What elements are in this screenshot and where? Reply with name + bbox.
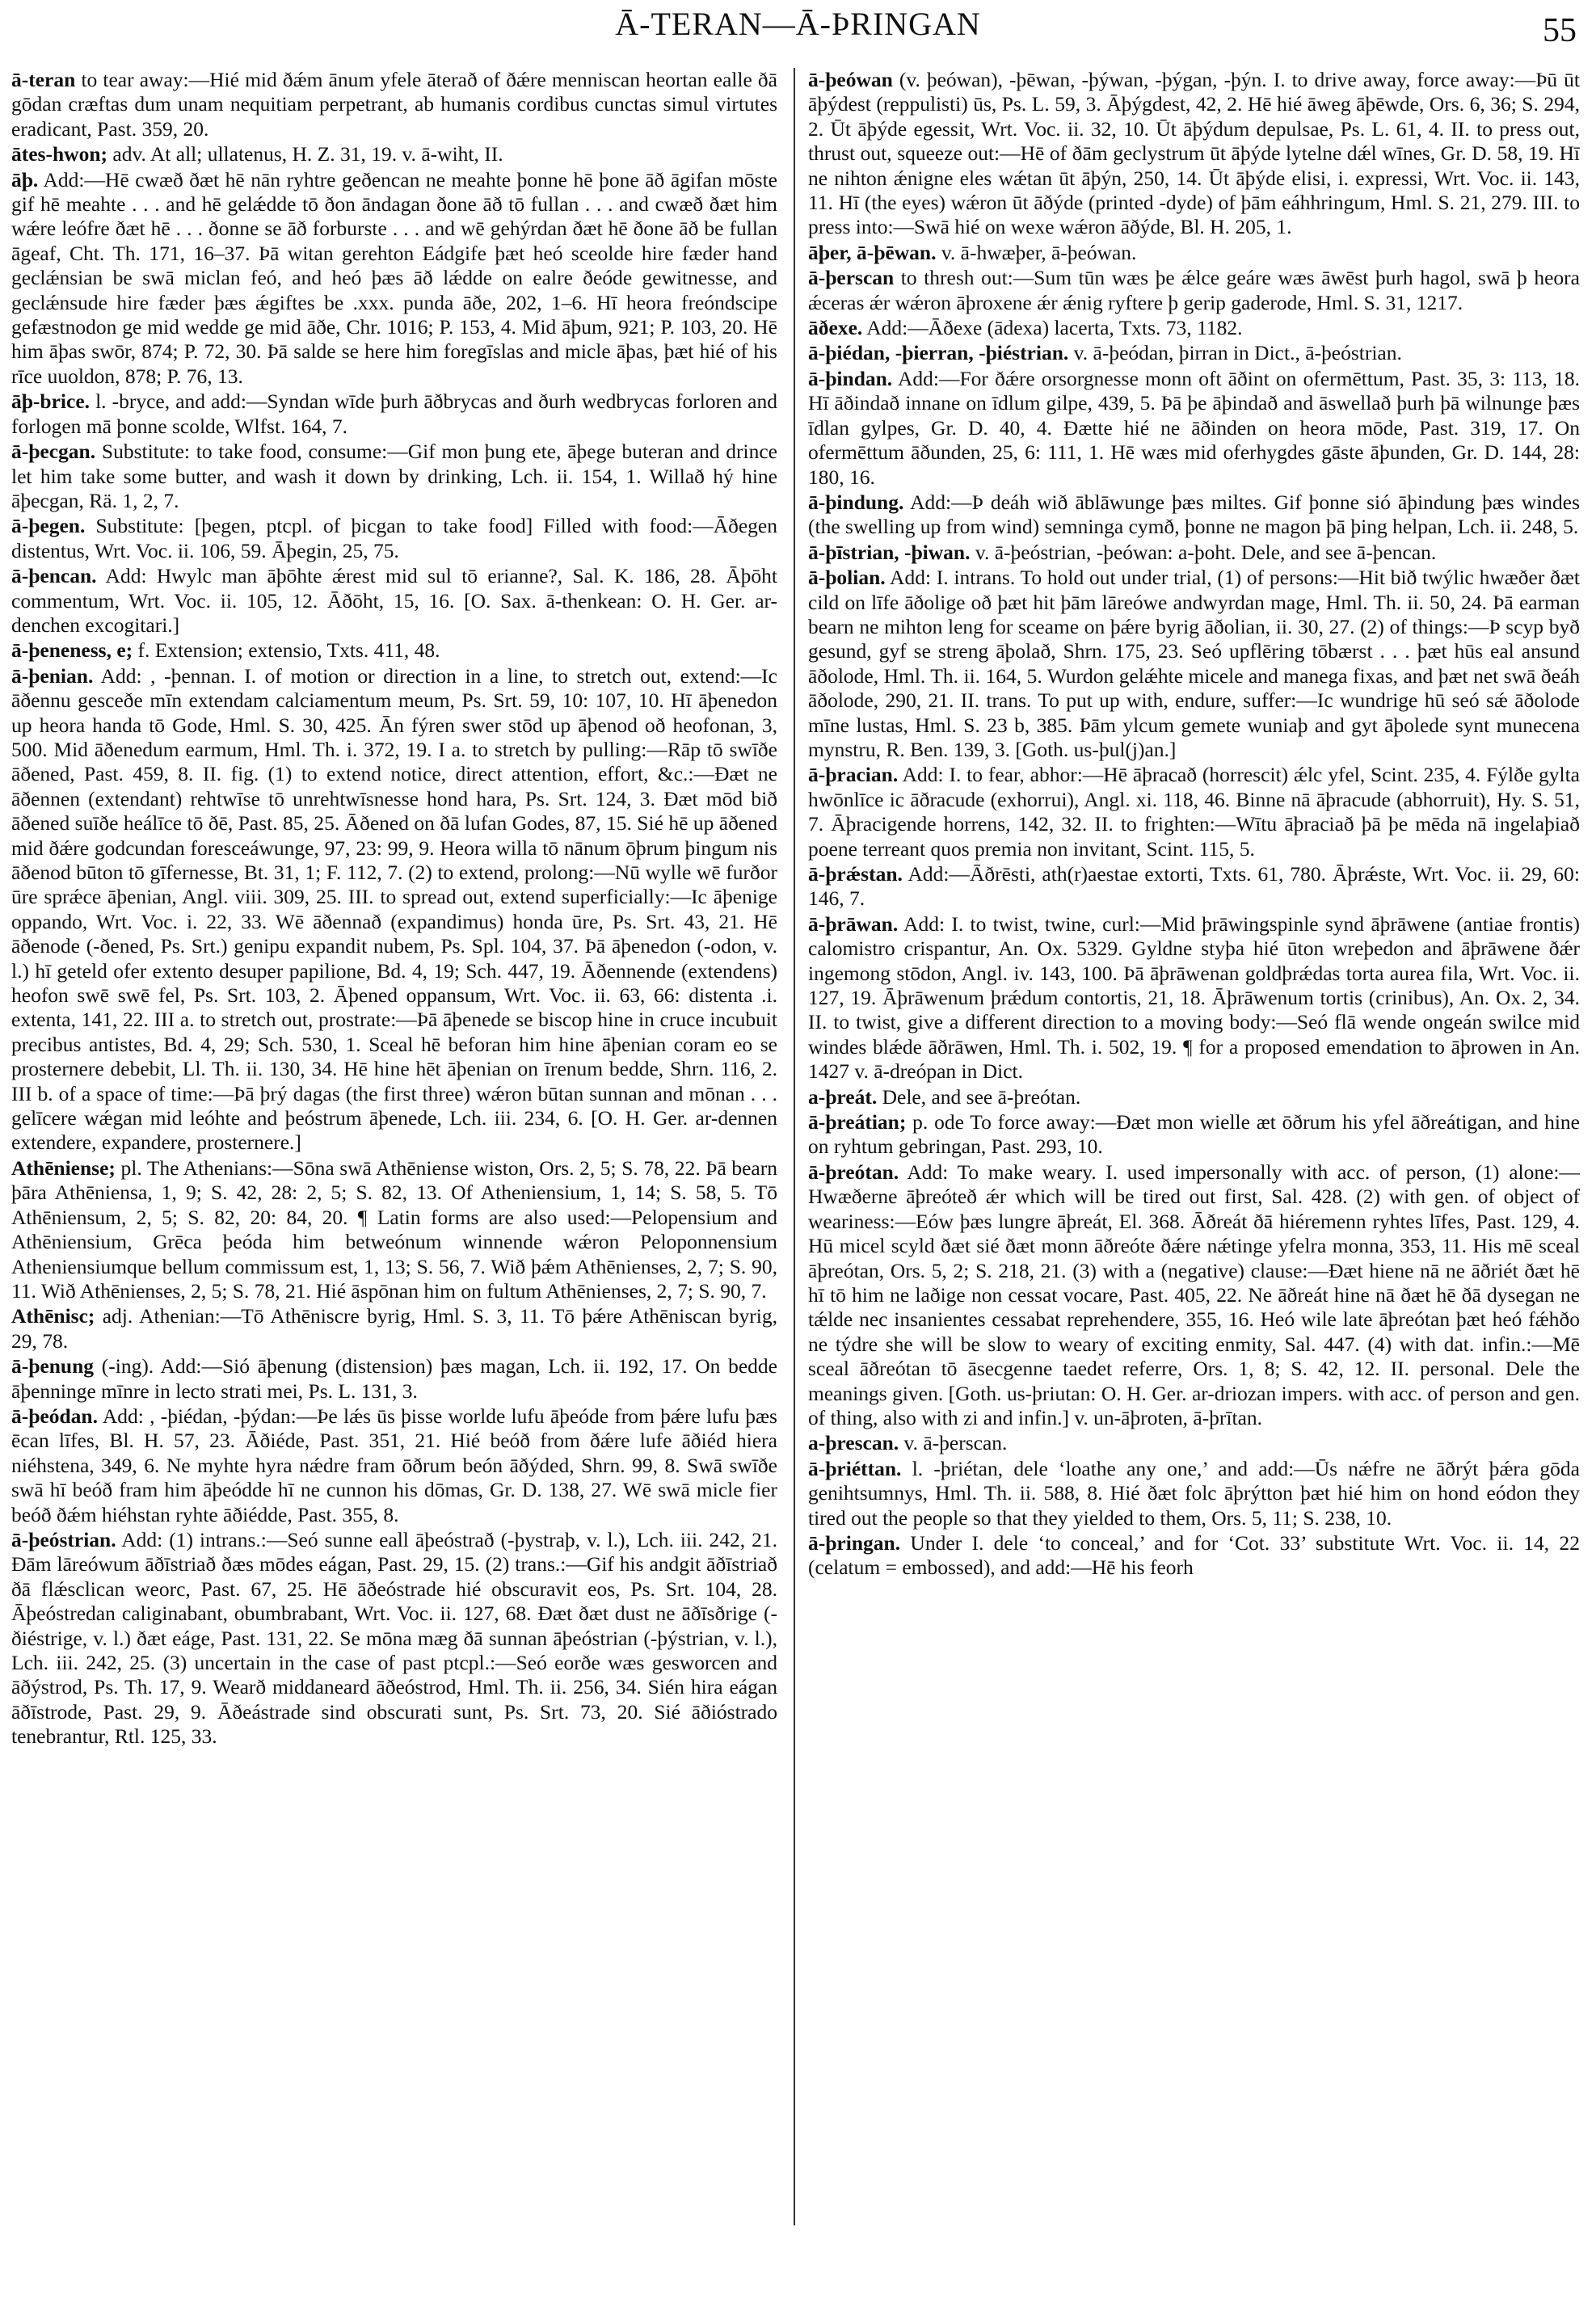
entry-definition: l. -þriétan, dele ‘loathe any one,’ and add:—Ūs nǽfre ne āðrýt þǽra gōda genihtsumnys, Hml. Th. ii. 588, 8. Hié ðæt folc āþrýtton þæt hié him on hond eódon they tired out the people so that they yielded to them, Ors. 5, 11; S. 238, 10. (808, 1456, 1580, 1530)
dictionary-entry (808, 1457, 1580, 1530)
entry-headword: Athēnisc; (11, 1304, 95, 1328)
entry-definition: (v. þeówan), -þēwan, -þýwan, -þýgan, -þýn. I. to drive away, force away:—Þū ūt āþýdest (reppulisti) ūs, Ps. L. 59, 3. Āþýgdest, 42, 2. Hē hié āweg āþēwde, Ors. 6, 36; S. 294, 2. Ūt āþýde egessit, Wrt. Voc. ii. 32, 10. Ūt āþýdum depulsae, Ps. L. 61, 4. II. to press out, thrust out, squeeze out:—Hē of ðām geclystrum ūt āþýde lytelne dǽl wīnes, Gr. D. 58, 19. Hī ne nihton ǽnigne eles wǽtan ūt āþýn, 250, 14. Ūt āþýde elisi, i. expressi, Wrt. Voc. ii. 143, 11. Hī (the eyes) wǽron ūt āðýde (printed -dyde) of þām eáhhringum, Hml. S. 21, 279. III. to press into:—Swā hié on wexe wǽron āðýde, Bl. H. 205, 1. (808, 68, 1580, 239)
entry-headword: ā-þecgan. (11, 440, 96, 464)
entry-definition: Add: , -þiédan, -þýdan:—Þe lǽs ūs þisse worlde lufu āþeóde from þǽre lufu þæs ēcan līfes, Bl. H. 57, 23. Āðiéde, Past. 351, 21. Hié beóð from ðǽre lufe āðiéd hiera niéhstena, 349, 6. Ne myhte hyra nǽdre fram ōðrum beón āðýded, Shrn. 99, 8. Swā swīðe swā hī beóð fram him āþeódde hī ne cunnon his dōmas, Gr. D. 138, 27. Wē swā micle fier beóð ðǽm hiéhstan ryhte āðiédde, Past. 355, 8. (11, 1404, 777, 1526)
entry-definition: p. ode To force away:—Ðæt mon wielle æt ōðrum his yfel āðreátigan, and hine on ryhtum gebringan, Past. 293, 10. (808, 1110, 1580, 1159)
dictionary-entry (808, 912, 1580, 1084)
entry-definition: l. -bryce, and add:—Syndan wīde þurh āðbrycas and ðurh wedbrycas forloren and forlogen mā þonne scolde, Wlfst. 164, 7. (11, 389, 777, 438)
dictionary-entry (11, 1156, 777, 1303)
entry-definition: v. ā-þeódan, þirran in Dict., ā-þeóstrian. (1068, 341, 1402, 365)
entry-headword: ā-þerscan (808, 266, 895, 290)
column-divider (794, 68, 795, 2225)
entry-headword: Athēniense; (11, 1156, 116, 1180)
right-column (808, 68, 1580, 2233)
dictionary-entry (11, 1404, 777, 1527)
dictionary-entry (808, 1110, 1580, 1160)
page-title: Ā-TERAN—Ā-ÞRINGAN (615, 6, 981, 42)
entry-headword: ā-þriéttan. (808, 1456, 902, 1480)
dictionary-entry (808, 241, 1580, 265)
page-number: 55 (1543, 12, 1577, 49)
entry-definition: v. ā-þeóstrian, -þeówan: a-þoht. Dele, and see ā-þencan. (970, 540, 1437, 564)
dictionary-entry (11, 1528, 777, 1749)
dictionary-entry (11, 664, 777, 1156)
entry-definition: Add: To make weary. I. used impersonally with acc. of person, (1) alone:—Hwæðerne āþreóteð ǽr which will be tired out first, Sal. 428. (2) with gen. of object of weariness:—Eów þæs lungre āþreát, El. 368. Āðreát ðā hiéremenn ryhtes līfes, Past. 129, 4. Hū micel scyld ðæt sié ðæt monn āðreóte ðǽre nǽtinge yfelra monna, 353, 11. His mē sceal āþreótan, Ors. 5, 2; S. 218, 21. (3) with a (negative) clause:—Ðæt hiene nā ne āðriét ðæt hē hī tō him ne laðige non cessat vocare, Past. 405, 22. Ne āðreát hine nā ðæt hē ðā dysegan ne tǽlde nec insanientes cessabat reprehendere, 355, 16. Heó wile late āþreótan þæt heó fǽhðo ne týdre she will be slow to weary of exciting enmity, Sal. 447. (4) with dat. infin.:—Mē sceal āðreótan tō āsecgenne taedet referre, Ors. 1, 8; S. 42, 12. II. personal. Dele the meanings given. [Goth. us-þriutan: O. H. Ger. ar-driozan impers. with acc. of person and gen. of thing, also with zi and infin.] v. un-āþroten, ā-þrītan. (808, 1160, 1580, 1429)
entry-headword: a-þreát. (808, 1084, 878, 1109)
entry-definition: adj. Athenian:—Tō Athēniscre byrig, Hml. S. 3, 11. Tō þǽre Athēniscan byrig, 29, 78. (11, 1304, 777, 1353)
entry-headword: āþ. (11, 167, 39, 192)
entry-headword: ā-þegen. (11, 514, 86, 538)
dictionary-entry (808, 367, 1580, 490)
entry-definition: pl. The Athenians:—Sōna swā Athēniense wiston, Ors. 2, 5; S. 78, 22. Þā bearn þāra Athēniensa, 1, 9; S. 42, 28: 2, 5; S. 82, 13. Of Atheniensium, 1, 14; S. 58, 5. Tō Athēniensum, 2, 5; S. 82, 20: 84, 20. ¶ Latin forms are also used:—Pelopensium and Athēniensium, Grēca þeóda him betweónum winnende wǽron Peloponnensium Atheniensiumque bellum commissum est, 1, 13; S. 56, 7. Wið þǽm Athēnienses, 2, 7; S. 90, 11. Wið Athēnienses, 2, 5; S. 78, 21. Hié āspōnan him on fultum Athēnienses, 2, 7; S. 90, 7. (11, 1156, 777, 1303)
entry-headword: ā-þeówan (808, 68, 893, 91)
entry-headword: ā-þracian. (808, 763, 899, 787)
dictionary-entry (808, 566, 1580, 762)
dictionary-entry (808, 1085, 1580, 1109)
dictionary-entry (808, 341, 1580, 365)
entry-headword: ā-þiédan, -þierran, -þiéstrian. (808, 341, 1069, 365)
entry-headword: ā-þolian. (808, 566, 886, 590)
entry-definition: adv. At all; ullatenus, H. Z. 31, 19. v. ā-wiht, II. (107, 142, 503, 166)
entry-definition: Add: Hwylc man āþōhte ǽrest mid sul tō erianne?, Sal. K. 186, 28. Āþōht commentum, Wrt. Voc. ii. 105, 12. Āðōht, 15, 16. [O. Sax. ā-thenkean: O. H. Ger. ar-denchen excogitari.] (11, 564, 777, 637)
dictionary-entry (808, 316, 1580, 340)
entry-definition: Add:—For ðǽre orsorgnesse monn oft āðint on ofermēttum, Past. 35, 3: 113, 18. Hī āðindað innane on īdlum gilpe, 439, 5. Þā þe āþindað and āswellað þurh þā wilnunge þæs īdlan gylpes, Gr. D. 40, 4. Ðætte hié ne āðinden on heora mōde, Past. 319, 17. On ofermēttum āðunden, 25, 6: 111, 1. Hē wæs mid oferhygdes gāste āþunden, Gr. D. 144, 28: 180, 16. (808, 366, 1580, 489)
entry-headword: ā-þenung (11, 1354, 95, 1379)
entry-definition: to thresh out:—Sum tūn wæs þe ǽlce geáre wæs āwēst þurh hagol, swā þ heora ǽceras ǽr wǽron āþroxene ǽr ǽnig ryftere þ gerip gaderode, Hml. S. 31, 1217. (808, 266, 1580, 314)
entry-definition: Substitute: [þegen, ptcpl. of þicgan to take food] Filled with food:—Āðegen distentus, Wrt. Voc. ii. 106, 59. Āþegin, 25, 75. (11, 514, 777, 562)
dictionary-entry (808, 266, 1580, 315)
entry-headword: ā-þindan. (808, 366, 893, 390)
dictionary-entry (808, 1531, 1580, 1581)
entry-headword: ā-þreátian; (808, 1110, 907, 1134)
entry-definition: Add: I. to fear, abhor:—Hē āþracað (horrescit) ǽlc yfel, Scint. 235, 4. Fýlðe gylta hwōnlīce ic āðracude (exhorrui), Angl. xi. 118, 46. Binne nā āþracude (abhorruit), Hy. S. 51, 7. Āþracigende horrens, 142, 32. II. to frighten:—Wītu āþraciað þā þe mēda nā ingelaþiað poene terreant quos premia non invitant, Scint. 115, 5. (808, 763, 1580, 861)
entry-definition: Add: I. to twist, twine, curl:—Mid þrāwingspinle synd āþrāwene (antiae frontis) calomistro crispantur, An. Ox. 5329. Gyldne styþa hié ūton wreþedon and āþrāwene ðǽr ingemong stōdon, Angl. iv. 143, 100. Þā āþrāwenan goldþrǽdas torta aurea fila, Wrt. Voc. ii. 127, 19. Āþrāwenum þrǽdum contortis, 21, 18. Āþrāwenum tortis (crinibus), An. Ox. 2, 34. II. to twist, give a different direction to a moving body:—Seó flā wende ongeán swilce mid windes blǽde āðrāwen, Hml. Th. i. 502, 19. ¶ for a proposed emendation to āþrowen in An. 1427 v. ā-dreópan in Dict. (808, 911, 1580, 1084)
dictionary-entry (808, 1431, 1580, 1455)
dictionary-entry (11, 168, 777, 389)
entry-definition: v. ā-hwæþer, ā-þeówan. (936, 240, 1137, 264)
entry-definition: Add: (1) intrans.:—Seó sunne eall āþeóstrað (-þystraþ, v. l.), Lch. iii. 242, 21. Ðām lāreówum āðīstriað ðæs mōdes eágan, Past. 29, 15. (2) trans.:—Gif his andgit āðīstriað ðā flǽsclican weorc, Past. 67, 25. Hē āðeóstrade hié obscuravit eos, Ps. Srt. 104, 28. Āþeóstredan caliginabant, obumbrabant, Wrt. Voc. ii. 127, 68. Ðæt ðæt dust ne āðīsðrige (-ðiéstrige, v. l.) ðæt eáge, Past. 131, 22. Se mōna mæg ðā sunnan āþeóstrian (-þýstrian, v. l.), Lch. iii. 242, 25. (3) uncertain in the case of past ptcpl.:—Seó eorðe wæs gesworcen and āðýstrod, Ps. Th. 17, 9. Wearð middaneard āðeóstrod, Hml. Th. ii. 256, 34. Sién hira eágan āðīstrode, Past. 29, 9. Āðeástrade sind obscurati sunt, Ps. Srt. 73, 20. Sié āðióstrado tenebrantur, Rtl. 125, 33. (11, 1527, 777, 1749)
entry-headword: āþer, ā-þēwan. (808, 240, 937, 264)
entry-definition: Add:—Þ deáh wið āblāwunge þæs miltes. Gif þonne sió āþindung þæs windes (the swelling up from wind) semninga cymð, þonne ne magon þā þing helpan, Lch. ii. 248, 5. (808, 490, 1580, 539)
entry-headword: ā-þrāwan. (808, 911, 899, 936)
dictionary-entry (808, 541, 1580, 565)
entry-headword: āþ-brice. (11, 389, 91, 414)
dictionary-entry (808, 490, 1580, 540)
left-column (11, 68, 777, 2233)
entry-headword: ā-þencan. (11, 564, 97, 588)
entry-headword: ā-þreótan. (808, 1160, 899, 1184)
dictionary-entry (11, 389, 777, 439)
entry-definition: Add: , -þennan. I. of motion or direction in a line, to stretch out, extend:—Ic āðennu gesceðe mīn extendam calciamentum meum, Ps. Srt. 59, 10: 107, 10. Hī āþenedon up heora handa tō Gode, Hml. S. 30, 425. Ān fýren swer stōd up āþenod oð heofonan, 3, 500. Mid āðenedum earmum, Hml. Th. i. 372, 19. I a. to stretch by pulling:—Rāp tō swīðe āðened, Past. 459, 8. II. fig. (1) to extend notice, direct attention, effort, &c.:—Ðæt ne āðennen (extendant) rehtwīse tō unrehtwīsnesse hond hara, Ps. Srt. 124, 3. Ðæt mōd bið āðened suīðe heálīce tō ðē, Past. 85, 25. Āðened on ðā lufan Godes, 87, 15. Sié hē up āðened mid ðǽre godcundan foresceáwunge, 97, 23: 99, 9. Heora willa tō nānum ōþrum þingum nis āðenod būton tō gīfernesse, Bt. 31, 1; F. 112, 7. (2) to extend, prolong:—Nū wylle wē furðor ūre sprǽce āþenian, Angl. viii. 309, 25. III. to spread out, extend superficially:—Ic āþenige oppando, Wrt. Voc. i. 22, 33. Wē āðennað (expandimus) honda ūre, Ps. Srt. 43, 21. Hē āðenode (-ðened, Ps. Srt.) genipu expandit nubem, Ps. Spl. 104, 37. Þā āþenedon (-odon, v. l.) hī geteld ofer extento desuper papilione, Bd. 4, 19; Sch. 447, 19. Āðennende (extendens) heofon swē swē fel, Ps. Srt. 103, 2. Āþened oppansum, Wrt. Voc. ii. 63, 66: distenta .i. extenta, 141, 22. III a. to stretch out, prostrate:—Þā āþenede se biscop hine in cruce incubuit precibus antistes, Bd. 4, 29; Sch. 530, 1. Sceal hē beforan him hine āþenian coram eo se prosternere debebit, Ll. Th. ii. 130, 34. Hē hine hēt āþenian on īrenum bedde, Shrn. 116, 2. III b. of a space of time:—Þā þrý dagas (the first three) wǽron būtan sunnan and mōnan . . . gelīcere wǽgan mid leóhte and þeóstrum āþenede, Lch. iii. 234, 6. [O. H. Ger. ar-dennen extendere, expandere, prosternere.] (11, 663, 777, 1155)
entry-headword: āðexe. (808, 316, 863, 340)
entry-headword: a-þrescan. (808, 1431, 899, 1455)
dictionary-entry (808, 1160, 1580, 1430)
entry-definition: to tear away:—Hié mid ðǽm ānum yfele āterað of ðǽre menniscan heortan ealle ðā gōdan cræftas dum unam nequitiam perpetrant, ab humanis cordibus cunctas simul virtutes eradicant, Past. 359, 20. (11, 68, 777, 141)
entry-definition: (-ing). Add:—Sió āþenung (distension) þæs magan, Lch. ii. 192, 17. On bedde āþenninge mīnre in lecto strati mei, Ps. L. 131, 3. (11, 1354, 777, 1403)
dictionary-entry (11, 1354, 777, 1404)
entry-definition: Add:—Āðexe (ādexa) lacerta, Txts. 73, 1182. (862, 316, 1243, 340)
entry-headword: ā-þenian. (11, 663, 94, 688)
dictionary-entry (11, 514, 777, 563)
dictionary-entry (11, 142, 777, 166)
entry-definition: f. Extension; extensio, Txts. 411, 48. (133, 638, 440, 663)
entry-headword: ā-þeneness, e; (11, 638, 133, 663)
dictionary-entry (808, 68, 1580, 240)
entry-headword: ātes-hwon; (11, 142, 107, 166)
entry-headword: ā-þrǽstan. (808, 862, 903, 886)
dictionary-entry (808, 763, 1580, 861)
entry-definition: Under I. dele ‘to conceal,’ and for ‘Cot. 33’ substitute Wrt. Voc. ii. 14, 22 (celatum = embossed), and add:—Hē his feorh (808, 1530, 1580, 1580)
entry-definition: Dele, and see ā-þreótan. (877, 1084, 1081, 1109)
dictionary-entry (11, 564, 777, 638)
dictionary-entry (11, 440, 777, 513)
entry-headword: ā-þeóstrian. (11, 1527, 116, 1551)
dictionary-entry (11, 1304, 777, 1353)
entry-headword: ā-þeódan. (11, 1404, 98, 1428)
entry-definition: Add:—Āðrēsti, ath(r)aestae extorti, Txts. 61, 780. Āþrǽste, Wrt. Voc. ii. 29, 60: 146, 7. (808, 862, 1580, 911)
entry-definition: Add:—Hē cwæð ðæt hē nān ryhtre geðencan ne meahte þonne hē þone āð āgifan mōste gif hē meahte . . . and hē gelǽdde tō ðon āndagan ðone āð tō fullan . . . and cwæð ðæt him wǽre leófre ðæt hē . . . ðonne se āð forburste . . . and wē gehýrdan ðæt hē ðone āð be fullan āgeaf, Cht. Th. 171, 16–37. Þā witan gerehton Eádgife þæt heó sceolde hire fæder hand geclǽnsian be swā miclan feó, and heó þæs āð lǽdde on ealre ðeóde gewitnesse, and geclǽnsude hire fæder þæs ǽgiftes be .xxx. punda āðe, 202, 1–6. Hī heora freóndscipe gefæstnodon ge mid wedde ge mid āðe, Chr. 1016; P. 153, 4. Mid āþum, 921; P. 103, 20. Hē him āþas swōr, 874; P. 72, 30. Þā salde se here him foregīslas and micle āþas, þæt hié of his rīce uuoldon, 878; P. 76, 13. (11, 167, 777, 388)
entry-definition: v. ā-þerscan. (899, 1431, 1008, 1455)
entry-headword: ā-þringan. (808, 1530, 901, 1555)
entry-headword: ā-þīstrian, -þiwan. (808, 540, 971, 564)
entry-definition: Add: I. intrans. To hold out under trial, (1) of persons:—Hit bið twýlic hwæðer ðæt cild on līfe āðolige oð þæt hit þām lāreówe andwyrdan mage, Hml. Th. ii. 50, 24. Þā earman bearn ne mihton leng for sceame on þǽre byrig āðolian, ii. 30, 27. (2) of things:—Þ scyp byð gesund, gyf se streng āþolað, Shrn. 175, 23. Seó upflēring tōbærst . . . þæt hūs eal ansund āðolode, Hml. Th. ii. 164, 5. Wurdon gelǽhte micele and manega fixas, and þæt net swā ðeáh āðolode, 290, 21. II. trans. To put up with, endure, suffer:—Ic wundrige hū seó sǽ āðolode mīne lustas, Hml. S. 23 b, 385. Þām ylcum gemete wuniaþ and gyt āþolede synt munecena mynstru, R. Ben. 139, 3. [Goth. us-þul(j)an.] (808, 566, 1580, 761)
entry-definition: Substitute: to take food, consume:—Gif mon þung ete, āþege buteran and drince let him take some butter, and wash it down by drinking, Lch. ii. 154, 1. Willað hý hine āþecgan, Rä. 1, 2, 7. (11, 440, 777, 512)
dictionary-entry (11, 68, 777, 141)
dictionary-entry (808, 862, 1580, 911)
dictionary-entry (11, 638, 777, 663)
entry-headword: ā-teran (11, 68, 76, 91)
entry-headword: ā-þindung. (808, 490, 904, 514)
